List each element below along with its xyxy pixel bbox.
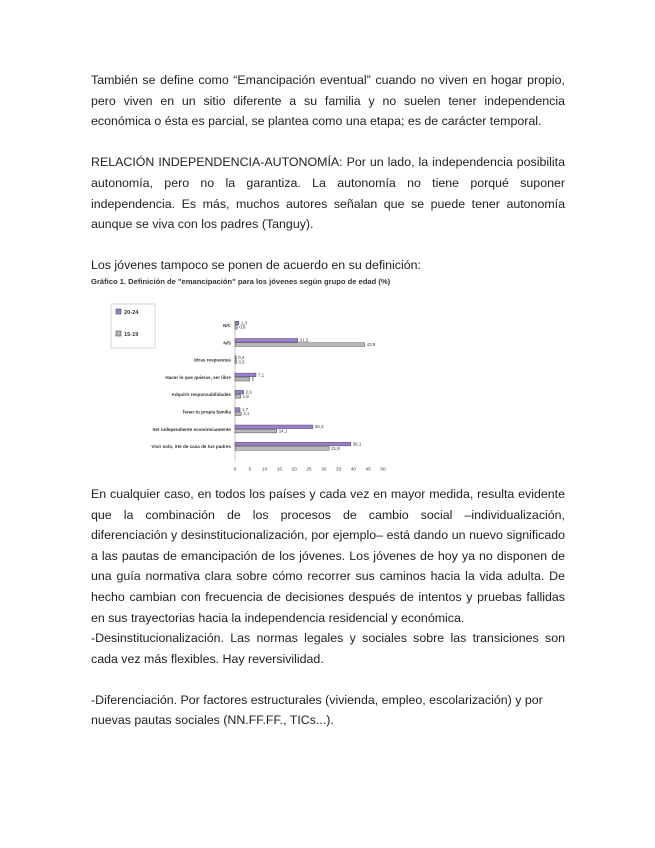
bar-15-19 [235, 412, 241, 416]
document-page [91, 70, 565, 731]
legend-swatch-20-24 [116, 309, 121, 314]
bar-15-19 [235, 325, 237, 329]
data-label-15-19: 14,1 [278, 428, 288, 434]
x-tick-label: 40 [350, 467, 357, 473]
data-label-20-24: 26,3 [314, 424, 324, 430]
bar-15-19 [235, 377, 250, 381]
data-label-15-19: 31,8 [331, 445, 340, 451]
bar-15-19 [235, 360, 236, 364]
chart-container [91, 288, 565, 484]
bar-20-24 [235, 321, 239, 325]
paragraph-chart-intro: Los jóvenes tampoco se ponen de acuerdo en su definición: [91, 258, 421, 273]
data-label-15-19: 5 [251, 376, 255, 382]
bar-20-24 [235, 338, 298, 342]
legend-label-15-19: 15-19 [124, 331, 139, 338]
category-label: N/C [223, 322, 231, 328]
x-tick-label: 0 [233, 467, 237, 473]
bar-15-19 [235, 447, 329, 451]
paragraph-differentiation: -Diferenciación. Por factores estructurales (vivienda, empleo, escolarización) y por nuevas pautas sociales (NN.FF.FF., TICs...). [91, 692, 543, 728]
data-label-15-19: 1,9 [242, 393, 249, 399]
x-tick-label: 25 [306, 467, 312, 473]
data-label-20-24: 7,1 [258, 372, 265, 378]
x-tick-label: 35 [335, 467, 342, 473]
data-label-20-24: 1,3 [240, 320, 247, 326]
data-label-20-24: 21,2 [299, 337, 309, 343]
category-label: N/S [223, 340, 231, 346]
category-label: Tener tu propia familia [182, 409, 231, 415]
legend-label-20-24: 20-24 [124, 309, 139, 316]
x-tick-label: 45 [365, 467, 371, 473]
bar-15-19 [235, 395, 241, 399]
chart-title: Gráfico 1. Definición de "emancipación" para los jóvenes según grupo de edad (%) [91, 276, 391, 286]
paragraph-independence-autonomy: RELACIÓN INDEPENDENCIA-AUTONOMÍA: Por un lado, la independencia posibilita autonomía, pero no la garantiza. La autonomía no tiene porqué suponer independencia. Es más, muchos autores señalan que se puede tener autonomía aunque se viva con los padres (Tanguy). [91, 155, 565, 232]
x-tick-label: 20 [291, 467, 297, 473]
data-label-15-19: 2,1 [243, 411, 250, 417]
category-label: Vivir solo, irte de casa de tus padres [151, 444, 231, 450]
bar-15-19 [235, 429, 277, 433]
category-label: Otras respuestas [193, 357, 231, 363]
data-label-15-19: 43,8 [366, 341, 376, 347]
x-tick-label: 50 [380, 467, 386, 473]
data-label-20-24: 0,4 [238, 354, 245, 360]
x-tick-label: 15 [276, 467, 283, 473]
data-label-20-24: 2,9 [245, 389, 252, 395]
emancipation-bar-chart [91, 288, 565, 484]
bar-20-24 [235, 425, 313, 429]
x-tick-label: 30 [321, 467, 327, 473]
category-label: Hacer lo que quieras, ser libre [165, 374, 231, 380]
paragraph-deinstitutionalization: -Desinstitucionalización. Las normas legales y sociales sobre las transiciones son cada vez más flexibles. Hay reversivilidad. [91, 631, 565, 666]
data-label-20-24: 1,7 [242, 406, 249, 412]
legend-swatch-15-19 [116, 331, 121, 336]
data-label-20-24: 39,1 [352, 441, 362, 447]
bar-20-24 [235, 408, 240, 412]
paragraph-eventual-emancipation: También se define como “Emancipación eventual” cuando no viven en hogar propio, pero viven en un sitio diferente a su familia y no suelen tener independencia económica o ésta es parcial, se plantea como una etapa; es de carácter temporal. [91, 73, 565, 129]
bar-20-24 [235, 356, 236, 360]
category-label: Ser independiente económicamente [152, 426, 231, 432]
x-tick-label: 10 [261, 467, 268, 473]
category-label: Adquirir responsabilidades [171, 392, 231, 398]
data-label-15-19: 0,5 [238, 359, 245, 365]
bar-15-19 [235, 343, 365, 347]
paragraph-social-change: En cualquier caso, en todos los países y cada vez en mayor medida, resulta evidente que la combinación de los procesos de cambio social –individualización, diferenciación y desinstitucionalización, por ejemplo– está dando un nuevo significado a las pautas de emancipación de los jóvenes. Los jóvenes de hoy ya no disponen de una guía normativa clara sobre cómo recorrer sus caminos hacia la vida adulta. De hecho cambian con frecuencia de decisiones después de intentos y pruebas fallidas en sus trayectorias hacia la independencia residencial y económica. [91, 486, 565, 625]
x-tick-label: 5 [248, 467, 252, 473]
data-label-15-19: 0,8 [239, 324, 246, 330]
